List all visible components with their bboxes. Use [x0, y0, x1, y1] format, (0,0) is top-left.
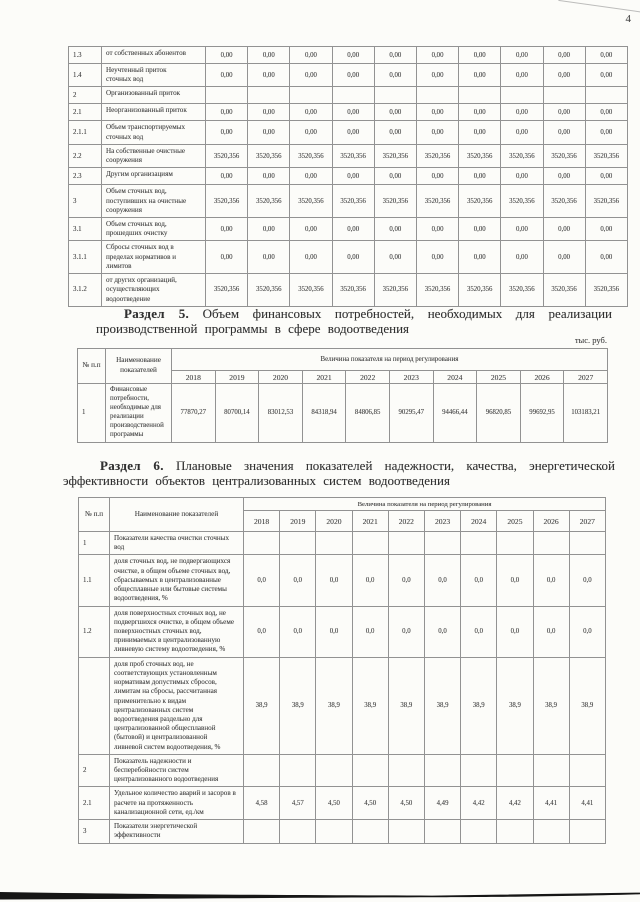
scan-artifact-line — [558, 0, 640, 13]
value-cell: 0,0 — [352, 606, 388, 657]
value-cell: 0,0 — [569, 606, 605, 657]
value-cell: 84806,85 — [346, 384, 390, 443]
value-cell: 84318,94 — [302, 384, 346, 443]
financial-needs-table-section — [77, 348, 608, 443]
value-cell: 3520,356 — [374, 274, 416, 307]
col-header-period: Величина показателя на период регулирования — [244, 498, 606, 511]
value-cell: 3520,356 — [374, 185, 416, 218]
value-cell: 0,00 — [501, 168, 543, 185]
value-cell: 0,00 — [374, 217, 416, 240]
value-cell: 4,57 — [280, 787, 316, 820]
value-cell: 3520,356 — [543, 274, 585, 307]
value-cell: 0,00 — [501, 47, 543, 64]
value-cell: 0,00 — [206, 104, 248, 121]
section5-title-label: Раздел 5. — [124, 306, 190, 321]
table-row — [69, 47, 628, 64]
value-cell — [569, 820, 605, 843]
value-cell: 3520,356 — [459, 185, 501, 218]
value-cell — [424, 820, 460, 843]
value-cell — [543, 87, 585, 104]
value-cell: 99692,95 — [520, 384, 564, 443]
value-cell: 0,00 — [459, 64, 501, 87]
value-cell — [585, 87, 627, 104]
page-number: 4 — [625, 13, 631, 25]
value-cell — [280, 820, 316, 843]
section6-title-label: Раздел 6. — [100, 458, 164, 473]
value-cell: 4,50 — [316, 787, 352, 820]
value-cell: 0,0 — [569, 555, 605, 606]
row-number: 3.1.2 — [69, 274, 102, 307]
value-cell: 0,00 — [543, 217, 585, 240]
value-cell: 0,00 — [206, 241, 248, 274]
value-cell: 0,00 — [206, 47, 248, 64]
col-header-number: № п.п — [79, 498, 110, 532]
value-cell: 0,00 — [206, 121, 248, 144]
value-cell: 3520,356 — [416, 274, 458, 307]
value-cell: 0,0 — [497, 606, 533, 657]
value-cell — [424, 754, 460, 787]
row-number: 3.1.1 — [69, 241, 102, 274]
value-cell — [497, 754, 533, 787]
value-cell — [459, 87, 501, 104]
value-cell: 0,00 — [332, 47, 374, 64]
table-row — [78, 384, 608, 443]
value-cell — [388, 532, 424, 555]
value-cell: 0,0 — [316, 555, 352, 606]
row-label: Организованный приток — [102, 87, 206, 104]
value-cell: 0,00 — [585, 47, 627, 64]
year-cell: 2026 — [533, 511, 569, 532]
value-cell: 0,0 — [533, 555, 569, 606]
value-cell: 0,00 — [585, 241, 627, 274]
value-cell: 38,9 — [352, 657, 388, 754]
value-cell — [388, 754, 424, 787]
value-cell: 0,00 — [501, 121, 543, 144]
value-cell: 0,00 — [374, 241, 416, 274]
value-cell: 0,00 — [543, 64, 585, 87]
value-cell: 0,00 — [459, 104, 501, 121]
row-label: Показатели энергетической эффективности — [110, 820, 244, 843]
value-cell: 0,00 — [248, 47, 290, 64]
value-cell: 0,00 — [248, 241, 290, 274]
value-cell: 38,9 — [461, 657, 497, 754]
table-row — [79, 532, 606, 555]
value-cell — [352, 532, 388, 555]
table-row — [79, 606, 606, 657]
value-cell: 3520,356 — [206, 144, 248, 167]
value-cell: 0,00 — [332, 241, 374, 274]
value-cell — [497, 532, 533, 555]
value-cell — [416, 87, 458, 104]
year-cell: 2022 — [346, 371, 390, 384]
value-cell — [244, 820, 280, 843]
section5-title-text: Объем финансовых потребностей, необходимых для реализации производственной программы в сфере водоотведения — [96, 306, 612, 337]
value-cell: 0,00 — [459, 241, 501, 274]
value-cell: 0,00 — [374, 104, 416, 121]
row-label: Показатели качества очистки сточных вод — [110, 532, 244, 555]
year-cell: 2026 — [520, 371, 564, 384]
value-cell: 3520,356 — [543, 185, 585, 218]
value-cell: 4,42 — [461, 787, 497, 820]
row-label: Удельное количество аварий и засоров в расчете на протяженность канализационной сети, ед./км — [110, 787, 244, 820]
value-cell: 0,0 — [352, 555, 388, 606]
value-cell — [316, 754, 352, 787]
row-number: 1.3 — [69, 47, 102, 64]
row-number: 2 — [69, 87, 102, 104]
value-cell: 3520,356 — [248, 274, 290, 307]
value-cell: 0,00 — [416, 104, 458, 121]
value-cell: 3520,356 — [290, 144, 332, 167]
year-cell: 2024 — [461, 511, 497, 532]
value-cell — [388, 820, 424, 843]
col-header-name: Наименование показателей — [106, 349, 172, 384]
table-row — [69, 241, 628, 274]
value-cell: 4,41 — [533, 787, 569, 820]
value-cell: 0,0 — [461, 606, 497, 657]
year-cell: 2019 — [215, 371, 259, 384]
value-cell: 3520,356 — [290, 185, 332, 218]
value-cell: 0,00 — [290, 121, 332, 144]
value-cell: 0,00 — [206, 217, 248, 240]
value-cell: 0,00 — [416, 64, 458, 87]
value-cell: 0,00 — [585, 64, 627, 87]
value-cell: 90295,47 — [389, 384, 433, 443]
year-cell: 2019 — [280, 511, 316, 532]
value-cell: 0,00 — [248, 121, 290, 144]
value-cell: 3520,356 — [416, 185, 458, 218]
value-cell: 0,00 — [374, 121, 416, 144]
value-cell: 0,00 — [290, 47, 332, 64]
value-cell: 0,00 — [248, 64, 290, 87]
value-cell: 0,00 — [416, 168, 458, 185]
value-cell: 38,9 — [316, 657, 352, 754]
value-cell: 0,00 — [543, 104, 585, 121]
row-label: Объем транспортируемых сточных вод — [102, 121, 206, 144]
value-cell: 0,00 — [374, 47, 416, 64]
row-number: 3 — [79, 820, 110, 843]
row-number: 2.1 — [69, 104, 102, 121]
value-cell: 0,00 — [501, 104, 543, 121]
value-cell: 0,00 — [416, 121, 458, 144]
value-cell: 0,00 — [585, 121, 627, 144]
value-cell — [533, 532, 569, 555]
year-cell: 2018 — [244, 511, 280, 532]
value-cell: 3520,356 — [374, 144, 416, 167]
row-number: 2.1 — [79, 787, 110, 820]
row-label: Другим организациям — [102, 168, 206, 185]
units-label: тыс. руб. — [574, 335, 607, 345]
table-row — [79, 657, 606, 754]
value-cell: 0,0 — [316, 606, 352, 657]
table-row — [69, 185, 628, 218]
value-cell: 0,00 — [248, 104, 290, 121]
year-cell: 2025 — [477, 371, 521, 384]
wastewater-volume-table-section — [68, 46, 628, 307]
row-label: Объем сточных вод, поступивших на очистные сооружения — [102, 185, 206, 218]
value-cell: 3520,356 — [206, 274, 248, 307]
value-cell: 0,00 — [332, 64, 374, 87]
value-cell — [248, 87, 290, 104]
value-cell: 0,0 — [388, 555, 424, 606]
row-label: доля поверхностных сточных вод, не подвергшихся очистке, в общем объеме поверхностных сточных вод, принимаемых в централизованную ливневую систему водоотведения, % — [110, 606, 244, 657]
value-cell: 38,9 — [533, 657, 569, 754]
value-cell: 3520,356 — [332, 185, 374, 218]
value-cell — [280, 532, 316, 555]
value-cell: 0,00 — [290, 241, 332, 274]
table-row — [69, 121, 628, 144]
year-cell: 2023 — [389, 371, 433, 384]
value-cell: 0,0 — [533, 606, 569, 657]
value-cell: 4,50 — [352, 787, 388, 820]
row-label: от собственных абонентов — [102, 47, 206, 64]
value-cell: 3520,356 — [332, 274, 374, 307]
value-cell: 0,0 — [424, 606, 460, 657]
value-cell: 0,00 — [206, 168, 248, 185]
row-label: Неучтенный приток сточных вод — [102, 64, 206, 87]
value-cell: 0,0 — [280, 555, 316, 606]
scan-artifact-bottom-line — [0, 888, 640, 902]
value-cell: 0,00 — [459, 121, 501, 144]
value-cell: 0,0 — [497, 555, 533, 606]
value-cell: 0,00 — [290, 217, 332, 240]
row-number — [79, 657, 110, 754]
value-cell: 0,0 — [280, 606, 316, 657]
year-cell: 2018 — [172, 371, 216, 384]
value-cell: 38,9 — [388, 657, 424, 754]
value-cell: 0,00 — [332, 104, 374, 121]
value-cell: 38,9 — [244, 657, 280, 754]
value-cell: 38,9 — [280, 657, 316, 754]
col-header-number: № п.п — [78, 349, 106, 384]
value-cell: 4,49 — [424, 787, 460, 820]
year-cell: 2027 — [564, 371, 608, 384]
value-cell — [569, 754, 605, 787]
row-number: 1 — [79, 532, 110, 555]
value-cell: 0,0 — [244, 606, 280, 657]
value-cell — [352, 820, 388, 843]
value-cell: 3520,356 — [459, 274, 501, 307]
value-cell: 4,50 — [388, 787, 424, 820]
value-cell: 3520,356 — [248, 144, 290, 167]
value-cell: 0,00 — [248, 168, 290, 185]
value-cell: 96820,85 — [477, 384, 521, 443]
year-cell: 2021 — [352, 511, 388, 532]
value-cell: 3520,356 — [501, 274, 543, 307]
row-label: Показатель надежности и бесперебойности систем централизованного водоотведения — [110, 754, 244, 787]
value-cell — [461, 532, 497, 555]
value-cell — [352, 754, 388, 787]
value-cell: 3520,356 — [206, 185, 248, 218]
value-cell: 0,00 — [248, 217, 290, 240]
table-row — [79, 754, 606, 787]
value-cell: 3520,356 — [290, 274, 332, 307]
value-cell: 77870,27 — [172, 384, 216, 443]
table-row — [69, 104, 628, 121]
year-cell: 2021 — [302, 371, 346, 384]
value-cell: 3520,356 — [501, 144, 543, 167]
row-label: Объем сточных вод, прошедших очистку — [102, 217, 206, 240]
value-cell: 4,42 — [497, 787, 533, 820]
table-row — [69, 168, 628, 185]
value-cell: 0,00 — [585, 217, 627, 240]
value-cell: 0,00 — [290, 168, 332, 185]
row-label: На собственные очистные сооружения — [102, 144, 206, 167]
value-cell — [569, 532, 605, 555]
value-cell — [501, 87, 543, 104]
row-number: 3.1 — [69, 217, 102, 240]
performance-indicators-table — [78, 497, 606, 844]
table-row — [69, 87, 628, 104]
value-cell: 0,00 — [585, 104, 627, 121]
value-cell: 38,9 — [424, 657, 460, 754]
value-cell: 94466,44 — [433, 384, 477, 443]
value-cell: 0,00 — [459, 168, 501, 185]
col-header-name: Наименование показателей — [110, 498, 244, 532]
value-cell — [206, 87, 248, 104]
table-row — [79, 555, 606, 606]
value-cell: 0,00 — [206, 64, 248, 87]
value-cell — [280, 754, 316, 787]
table-row — [69, 144, 628, 167]
value-cell: 0,00 — [543, 47, 585, 64]
table-row — [69, 64, 628, 87]
value-cell: 0,00 — [501, 64, 543, 87]
section6-title — [63, 458, 615, 489]
table-row — [79, 787, 606, 820]
value-cell — [244, 754, 280, 787]
value-cell — [533, 820, 569, 843]
table-row — [79, 820, 606, 843]
year-cell: 2020 — [259, 371, 303, 384]
year-cell: 2024 — [433, 371, 477, 384]
value-cell: 0,0 — [244, 555, 280, 606]
value-cell — [424, 532, 460, 555]
value-cell: 0,00 — [290, 64, 332, 87]
performance-indicators-table-section — [78, 497, 606, 844]
value-cell: 0,00 — [543, 168, 585, 185]
value-cell — [244, 532, 280, 555]
value-cell: 0,00 — [332, 168, 374, 185]
value-cell: 38,9 — [569, 657, 605, 754]
value-cell: 0,00 — [416, 47, 458, 64]
value-cell — [316, 820, 352, 843]
value-cell: 0,00 — [374, 168, 416, 185]
value-cell: 0,00 — [332, 121, 374, 144]
row-label: от других организаций, осуществляющих водоотведение — [102, 274, 206, 307]
table-header-row — [78, 349, 608, 371]
value-cell: 0,00 — [416, 241, 458, 274]
wastewater-volume-table — [68, 46, 628, 307]
value-cell: 0,00 — [501, 217, 543, 240]
row-number: 2 — [79, 754, 110, 787]
value-cell: 0,0 — [424, 555, 460, 606]
year-cell: 2022 — [388, 511, 424, 532]
value-cell: 3520,356 — [585, 185, 627, 218]
row-label: Финансовые потребности, необходимые для реализации производственной программы — [106, 384, 172, 443]
col-header-period: Величина показателя на период регулирования — [172, 349, 608, 371]
value-cell: 4,58 — [244, 787, 280, 820]
value-cell: 3520,356 — [332, 144, 374, 167]
value-cell — [461, 754, 497, 787]
row-number: 2.3 — [69, 168, 102, 185]
value-cell: 83012,53 — [259, 384, 303, 443]
value-cell: 3520,356 — [543, 144, 585, 167]
value-cell: 80700,14 — [215, 384, 259, 443]
table-row — [69, 274, 628, 307]
value-cell: 0,00 — [543, 121, 585, 144]
row-number: 1.4 — [69, 64, 102, 87]
value-cell: 4,41 — [569, 787, 605, 820]
row-number: 2.1.1 — [69, 121, 102, 144]
year-cell: 2027 — [569, 511, 605, 532]
value-cell: 0,0 — [388, 606, 424, 657]
row-label: Неорганизованный приток — [102, 104, 206, 121]
value-cell: 0,00 — [543, 241, 585, 274]
row-number: 3 — [69, 185, 102, 218]
row-label: доля сточных вод, не подвергающихся очистке, в общем объеме сточных вод, сбрасываемых в централизованные общесплавные или бытовые системы водоотведения, % — [110, 555, 244, 606]
row-number: 1.2 — [79, 606, 110, 657]
year-cell: 2023 — [424, 511, 460, 532]
value-cell: 3520,356 — [248, 185, 290, 218]
value-cell: 0,00 — [501, 241, 543, 274]
value-cell: 0,00 — [416, 217, 458, 240]
value-cell: 3520,356 — [416, 144, 458, 167]
value-cell: 3520,356 — [585, 144, 627, 167]
value-cell: 0,00 — [459, 217, 501, 240]
table-row — [69, 217, 628, 240]
row-number: 2.2 — [69, 144, 102, 167]
value-cell: 38,9 — [497, 657, 533, 754]
value-cell — [290, 87, 332, 104]
year-cell: 2020 — [316, 511, 352, 532]
value-cell — [316, 532, 352, 555]
value-cell: 103183,21 — [564, 384, 608, 443]
value-cell: 3520,356 — [459, 144, 501, 167]
value-cell — [374, 87, 416, 104]
value-cell — [497, 820, 533, 843]
row-label: доля проб сточных вод, не соответствующих установленным нормативам допустимых сбросов, лимитам на сбросы, рассчитанная применительно к видам централизованных систем водоотведения раздельно для централизованной общесплавной (бытовой) и централизованной ливневой систем водоотведения, % — [110, 657, 244, 754]
year-cell: 2025 — [497, 511, 533, 532]
value-cell — [533, 754, 569, 787]
row-number: 1.1 — [79, 555, 110, 606]
value-cell: 0,00 — [374, 64, 416, 87]
value-cell: 3520,356 — [585, 274, 627, 307]
value-cell: 0,00 — [459, 47, 501, 64]
value-cell — [461, 820, 497, 843]
table-header-row — [79, 498, 606, 511]
value-cell: 0,00 — [585, 168, 627, 185]
value-cell: 0,00 — [332, 217, 374, 240]
value-cell: 3520,356 — [501, 185, 543, 218]
financial-needs-table — [77, 348, 608, 443]
row-label: Сбросы сточных вод в пределах нормативов и лимитов — [102, 241, 206, 274]
section6-title-text: Плановые значения показателей надежности, качества, энергетической эффективности объектов централизованных систем водоотведения — [63, 458, 616, 489]
row-number: 1 — [78, 384, 106, 443]
value-cell: 0,0 — [461, 555, 497, 606]
value-cell — [332, 87, 374, 104]
section5-title — [96, 306, 612, 337]
value-cell: 0,00 — [290, 104, 332, 121]
